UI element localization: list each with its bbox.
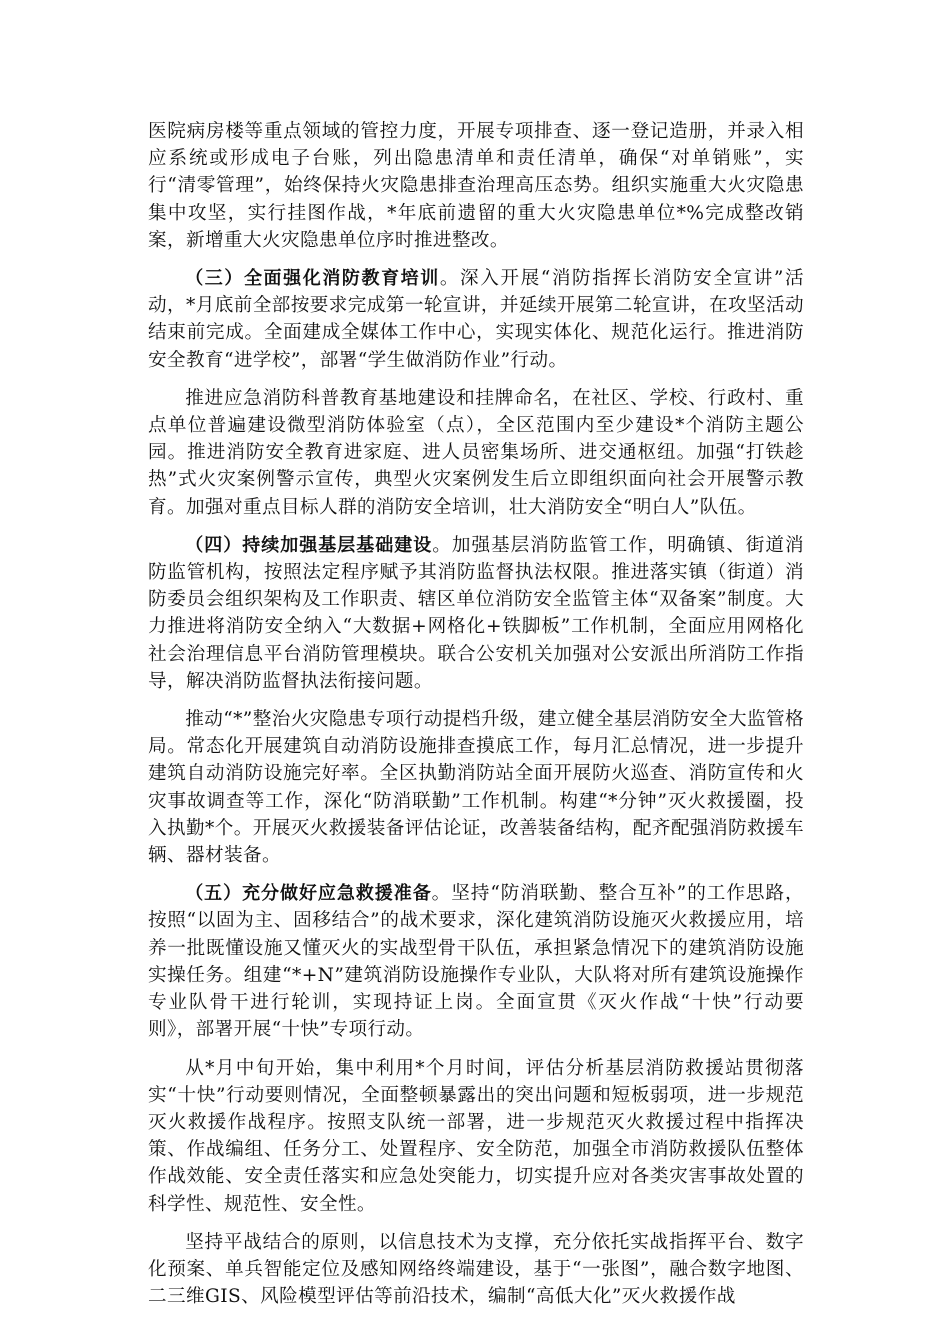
document-body <box>148 118 804 1321</box>
paragraph-1-text: 医院病房楼等重点领域的管控力度，开展专项排查、逐一登记造册，并录入相应系统或形成电子台账，列出隐患清单和责任清单，确保“对单销账”，实行“清零管理”，始终保持火灾隐患排查治理高压态势。组织实施重大火灾隐患集中攻坚，实行挂图作战，*年底前遗留的重大火灾隐患单位*%完成整改销案，新增重大火灾隐患单位序时推进整改。 <box>148 121 804 251</box>
section-heading-4: （四）持续加强基层基础建设 <box>185 534 433 556</box>
paragraph-4 <box>148 532 804 695</box>
paragraph-8 <box>148 1229 804 1311</box>
paragraph-8-text: 坚持平战结合的原则，以信息技术为支撑，充分依托实战指挥平台、数字化预案、单兵智能定位及感知网络终端建设，基于“一张图”，融合数字地图、二三维GIS、风险模型评估等前沿技术，编制“高低大化”灭火救援作战 <box>148 1231 804 1308</box>
paragraph-1 <box>148 118 804 254</box>
paragraph-6-text: 。坚持“防消联勤、整合互补”的工作思路，按照“以固为主、固移结合”的战术要求，深化建筑消防设施灭火救援应用，培养一批既懂设施又懂灭火的实战型骨干队伍，承担紧急情况下的建筑消防设施实操任务。组建“*+N”建筑消防设施操作专业队，大队将对所有建筑设施操作专业队骨干进行轮训，实现持证上岗。全面宣贯《灭火作战“十快”行动要则》，部署开展“十快”专项行动。 <box>148 883 805 1041</box>
paragraph-3-text: 推进应急消防科普教育基地建设和挂牌命名，在社区、学校、行政村、重点单位普遍建设微型消防体验室（点），全区范围内至少建设*个消防主题公园。推进消防安全教育进家庭、进人员密集场所、进交通枢纽。加强“打铁趁热”式火灾案例警示宣传，典型火灾案例发生后立即组织面向社会开展警示教育。加强对重点目标人群的消防安全培训，壮大消防安全“明白人”队伍。 <box>148 387 804 518</box>
paragraph-7 <box>148 1055 804 1218</box>
paragraph-7-text: 从*月中旬开始，集中利用*个月时间，评估分析基层消防救援站贯彻落实“十快”行动要则情况，全面整顿暴露出的突出问题和短板弱项，进一步规范灭火救援作战程序。按照支队统一部署，进一步规范灭火救援过程中指挥决策、作战编组、任务分工、处置程序、安全防范，加强全市消防救援队伍整体作战效能、安全责任落实和应急处突能力，切实提升应对各类灾害事故处置的科学性、规范性、安全性。 <box>148 1057 804 1215</box>
section-heading-3: （三）全面强化消防教育培训 <box>185 268 440 290</box>
paragraph-4-text: 。加强基层消防监管工作，明确镇、街道消防监管机构，按照法定程序赋予其消防监督执法权限。推进落实镇（街道）消防委员会组织架构及工作职责、辖区单位消防安全监管主体“双备案”制度。大力推进将消防安全纳入“大数据+网格化+铁脚板”工作机制，全面应用网格化社会治理信息平台消防管理模块。联合公安机关加强对公安派出所消防工作指导，解决消防监督执法衔接问题。 <box>148 534 805 692</box>
paragraph-2 <box>148 265 804 374</box>
paragraph-3 <box>148 385 804 521</box>
paragraph-2-text: 。深入开展“消防指挥长消防安全宣讲”活动，*月底前全部按要求完成第一轮宣讲，并延续开展第二轮宣讲，在攻坚活动结束前完成。全面建成全媒体工作中心，实现实体化、规范化运行。推进消防安全教育“进学校”，部署“学生做消防作业”行动。 <box>148 268 804 371</box>
section-heading-5: （五）充分做好应急救援准备 <box>185 883 432 905</box>
paragraph-5 <box>148 706 804 869</box>
paragraph-6 <box>148 880 804 1043</box>
paragraph-5-text: 推动“*”整治火灾隐患专项行动提档升级，建立健全基层消防安全大监管格局。常态化开展建筑自动消防设施排查摸底工作，每月汇总情况，进一步提升建筑自动消防设施完好率。全区执勤消防站全面开展防火巡查、消防宣传和火灾事故调查等工作，深化“防消联勤”工作机制。构建“*分钟”灭火救援圈，投入执勤*个。开展灭火救援装备评估论证，改善装备结构，配齐配强消防救援车辆、器材装备。 <box>148 709 804 867</box>
